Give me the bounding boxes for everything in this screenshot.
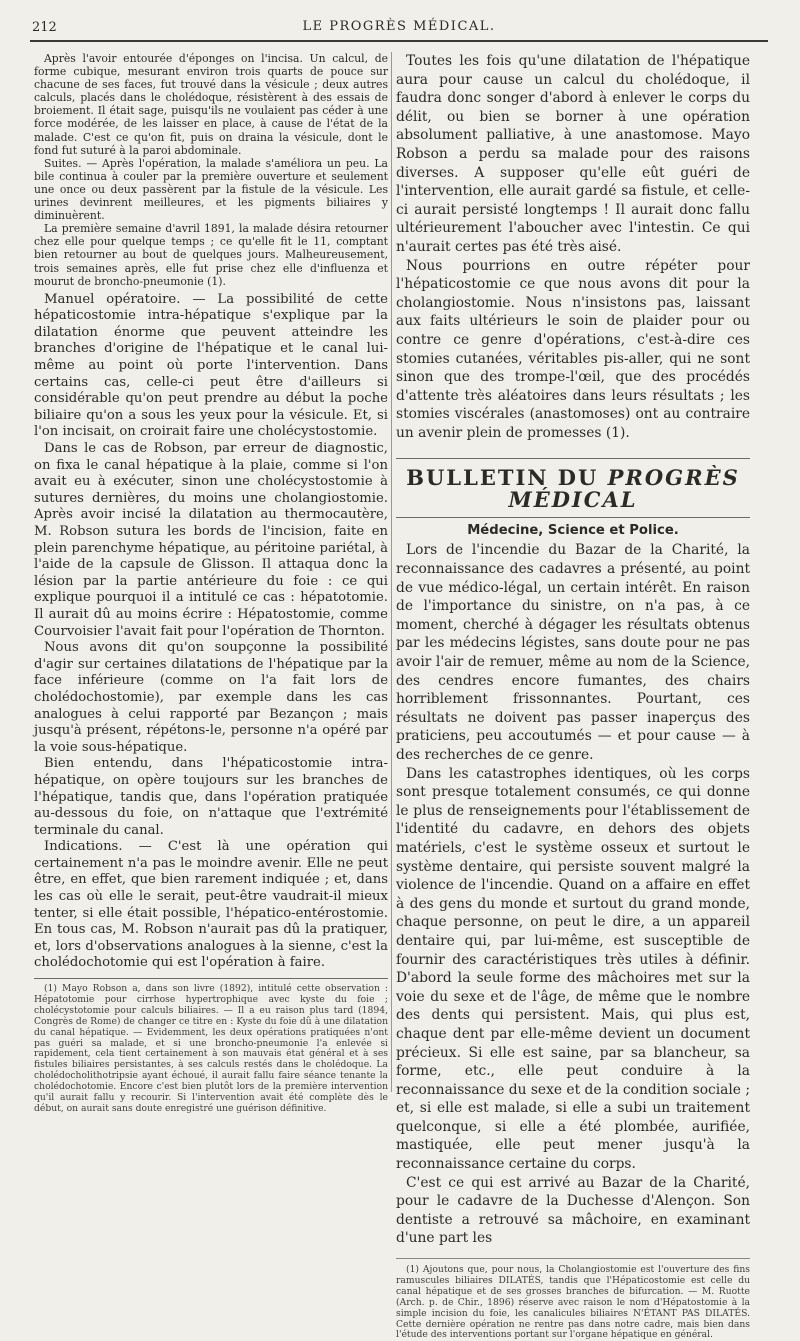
footnote: (1) Ajoutons que, pour nous, la Cholangiostomie est l'ouverture des fins ramuscules biliaires DILATÉS, tandis que l'Hépaticostomie est celle du canal hépatique et de ses grosses branches de bifurcation. — M. Ruotte (Arch. p. de Chir., 1896) réserve avec raison le nom d'Hépatostomie à la simple incision du foie, les canalicules biliaires N'ÉTANT PAS DILATÉS. Cette dernière opération ne rentre pas dans notre cadre, mais bien dans l'étude des interventions portant sur l'organe hépatique en général. [396,1264,750,1341]
body-paragraph: Manuel opératoire. — La possibilité de cette hépaticostomie intra-hépatique s'explique par la dilatation énorme que peuvent atteindre les branches d'origine de l'hépatique et le canal lui-même au point où porte l'intervention. Dans certains cas, celle-ci peut être d'ailleurs si considérable qu'on peut prendre au début la poche biliaire qu'on a sous les yeux pour la vésicule. Et, si l'on incisait, on croirait faire une cholécystostomie. [34,291,388,440]
case-paragraph: Après l'avoir entourée d'éponges on l'incisa. Un calcul, de forme cubique, mesurant environ trois quarts de pouce sur chacune de ses faces, fut trouvé dans la vésicule ; deux autres calculs, placés dans le cholédoque, résistèrent à des essais de broiement. Il était sage, puisqu'ils ne voulaient pas céder à une force modérée, de les laisser en place, à cause de l'état de la malade. C'est ce qu'on fit, puis on draina la vésicule, dont le fond fut suturé à la paroi abdominale. [34,52,388,157]
section-rule [396,458,750,459]
body-paragraph: Dans le cas de Robson, par erreur de diagnostic, on fixa le canal hépatique à la plaie, comme si l'on avait eu à exécuter, sinon une cholécystostomie à sutures dernières, du moins une cholangiostomie. Après avoir incisé la dilatation au thermocautère, M. Robson sutura les bords de l'incision, faite en plein parenchyme hépatique, au péritoine pariétal, à l'aide de la capsule de Glisson. Il attaqua donc la lésion par la partie antérieure du foie : ce qui explique pourquoi il a intitulé ce cas : hépatotomie. Il aurait dû au moins écrire : Hépatostomie, comme Courvoisier l'avait fait pour l'opération de Thornton. [34,441,388,639]
case-paragraph: Suites. — Après l'opération, la malade s'améliora un peu. La bile continua à couler par la première ouverture et seulement une once ou deux passèrent par la fistule de la vésicule. Les urines devinrent meilleures, et les pigments biliaires y diminuèrent. [34,156,388,223]
footnote: (1) Mayo Robson a, dans son livre (1892), intitulé cette observation : Hépatotomie pour cirrhose hypertrophique avec kyste du foie ; cholécystotomie pour calculs biliaires. — Il a eu raison plus tard (1894, Congrès de Rome) de changer ce titre en : Kyste du foie dû à une dilatation du canal hépatique. — Evidemment, les deux opérations pratiquées n'ont pas guéri sa malade, et si une broncho-pneumonie l'a enlevée si rapidement, cela tient certainement à son mauvais état général et à ses fistules biliaires persistantes, à ses calculs restés dans le cholédoque. La cholédocholithotripsie ayant échoué, il aurait fallu faire séance tenante la cholédochotomie. Encore c'est bien plutôt lors de la première intervention qu'il aurait fallu y recourir. Si l'intervention avait été complète dès le début, on aurait sans doute enregistré une guérison définitive. [34,983,388,1114]
footnote-rule [396,1258,750,1259]
page-header [30,14,768,42]
body-paragraph: Nous avons dit qu'on soupçonne la possibilité d'agir sur certaines dilatations de l'hépatique par la face inférieure (comme on l'a fait lors de cholédochostomie), par exemple dans les cas analogues à celui rapporté par Bezançon ; mais jusqu'à présent, répétons-le, personne n'a opéré par la voie sous-hépatique. [34,640,388,755]
footnote-rule [34,978,388,979]
page-number: 212 [32,20,57,35]
body-paragraph: Toutes les fois qu'une dilatation de l'hépatique aura pour cause un calcul du cholédoque, il faudra donc songer d'abord à enlever le corps du délit, ou bien se borner à une opération absolument palliative, à une anastomose. Mayo Robson a perdu sa malade pour des raisons diverses. A supposer qu'elle eût guéri de l'intervention, elle aurait gardé sa fistule, et celle-ci aurait persisté longtemps ! Il aurait donc fallu ultérieurement l'aboucher avec l'intestin. Ce qui n'aurait certes pas été très aisé. [396,53,750,255]
body-paragraph: Dans les catastrophes identiques, où les corps sont presque totalement consumés, ce qui donne le plus de renseignements pour l'établissement de l'identité du cadavre, en dehors des objets matériels, c'est le système osseux et surtout le système dentaire, qui persiste souvent malgré la violence de l'incendie. Quand on a affaire en effet à des gens du monde et surtout du grand monde, chaque personne, on peut le dire, a un appareil dentaire qui, par lui-même, est susceptible de fournir des caractéristiques très utiles à définir. D'abord la seule forme des mâchoires met sur la voie du sexe et de l'âge, de même que le nombre des dents qui persistent. Mais, qui plus est, chaque dent par elle-même devient un document précieux. Si elle est saine, par sa blancheur, sa forme, etc., elle peut conduire à la reconnaissance du sexe et de la condition sociale ; et, si elle est malade, si elle a subi un traitement quelconque, si elle a été plombée, aurifiée, mastiquée, elle peut mener jusqu'à la reconnaissance certaine du corps. [396,765,750,1173]
body-paragraph: Indications. — C'est là une opération qui certainement n'a pas le moindre avenir. Elle ne peut être, en effet, que bien rarement indiquée ; et, dans les cas où elle le serait, peut-être vaudrait-il mieux tenter, si elle était possible, l'hépatico-entérostomie. En tous cas, M. Robson n'aurait pas dû la pratiquer, et, lors d'observations analogues à la sienne, c'est la cholédochotomie qui est l'opération à faire. [34,839,388,971]
body-paragraph: Lors de l'incendie du Bazar de la Charité, la reconnaissance des cadavres a présenté, au point de vue médico-légal, un certain intérêt. En raison de l'importance du sinistre, on n'a pas, à ce moment, cherché à dégager les résultats obtenus par les médecins légistes, sans doute pour ne pas avoir l'air de remuer, même au nom de la Science, des cendres encore fumantes, des chairs horriblement frissonnantes. Pourtant, ces résultats ne doivent pas passer inaperçus des praticiens, peu accoutumés — et pour cause — à des recherches de ce genre. [396,542,750,763]
body-paragraph: C'est ce qui est arrivé au Bazar de la Charité, pour le cadavre de la Duchesse d'Alençon. Son dentiste a retrouvé sa mâchoire, en examinant d'une part les [396,1174,750,1247]
body-paragraph: Bien entendu, dans l'hépaticostomie intra-hépatique, on opère toujours sur les branches de l'hépatique, tandis que, dans l'opération pratiquée au-dessous du foie, on n'attaque que l'extrémité terminale du canal. [34,756,388,838]
case-paragraph: La première semaine d'avril 1891, la malade désira retourner chez elle pour quelque temps ; ce qu'elle fit le 11, comptant bien retourner au bout de quelques jours. Malheureusement, trois semaines après, elle fut prise chez elle d'influenza et mourut de broncho-pneumonie (1). [34,222,388,288]
subsection-title: Médecine, Science et Police. [467,523,679,539]
running-title: LE PROGRÈS MÉDICAL. [302,19,496,34]
column-divider [391,52,392,1092]
left-column [34,52,388,1115]
right-column [396,52,750,1341]
section-title-journal: PROGRÈS MÉDICAL [508,465,740,513]
section-title-text: BULLETIN DU [406,465,608,491]
body-paragraph: Nous pourrions en outre répéter pour l'hépaticostomie ce que nous avons dit pour la cholangiostomie. Nous n'insistons pas, laissant aux faits ultérieurs le soin de plaider pour ou contre ce genre d'opérations, c'est-à-dire ces stomies cutanées, véritables pis-aller, qui ne sont sinon que des trompe-l'œil, que des procédés d'attente très aléatoires dans leurs résultats ; les stomies viscérales (anastomoses) ont au contraire un avenir plein de promesses (1). [396,257,750,441]
section-title [396,461,750,518]
